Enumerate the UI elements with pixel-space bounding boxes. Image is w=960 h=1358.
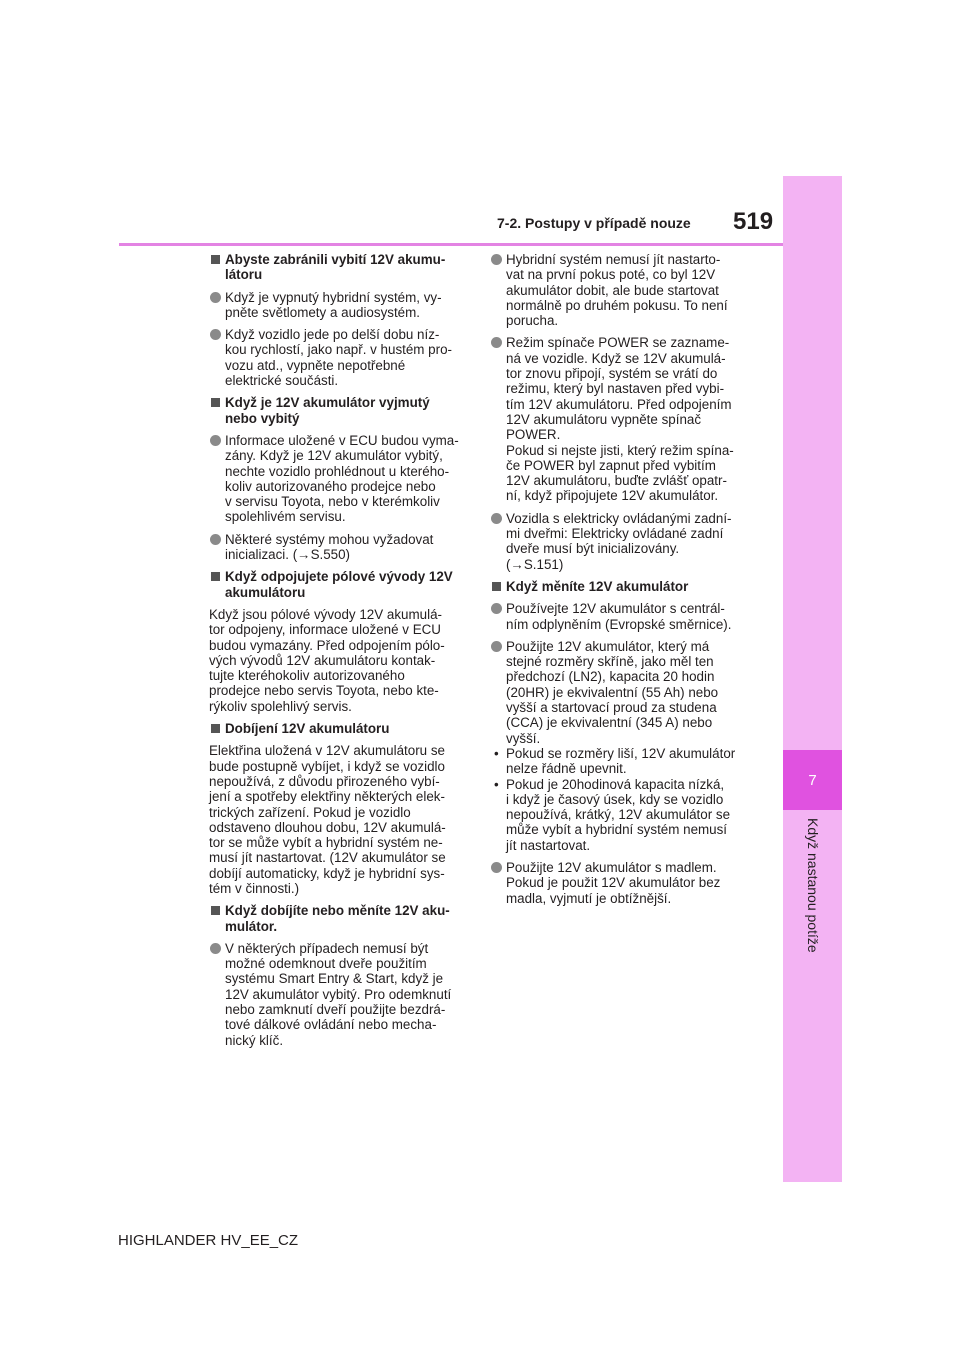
page-number: 519 [733, 208, 774, 235]
sub-bullet-item [490, 777, 760, 853]
text-line: jít nastartovat. [506, 837, 591, 853]
paragraph [209, 743, 471, 896]
text-line: V některých případech nemusí být [225, 940, 429, 956]
text-line: systému Smart Entry & Start, když je [225, 971, 444, 987]
text-line: vyšší. [506, 730, 541, 746]
section-heading [209, 721, 471, 736]
text-line: Režim spínače POWER se zazname- [506, 335, 730, 351]
text-line: vých vývodů 12V akumulátoru kontak- [209, 652, 436, 668]
paragraph [209, 607, 471, 714]
bullet-item [209, 327, 471, 388]
sub-bullet-item [490, 746, 760, 777]
text-line: trických zařízení. Pokud je vozidlo [209, 804, 411, 820]
text-line: Pokud si nejste jisti, který režim spína- [506, 442, 734, 458]
text-line: Informace uložené v ECU budou vyma- [225, 432, 459, 448]
text-line: Když vozidlo jede po delší dobu níz- [225, 327, 440, 343]
bullet-item [490, 860, 760, 906]
text-line: látoru [225, 267, 263, 283]
text-line: nepoužívá, z důvodu přirozeného vybí- [209, 773, 440, 789]
text-line: stejné rozměry skříně, jako měl ten [506, 654, 714, 670]
chapter-label-tab [783, 818, 842, 1008]
text-line: Když jsou pólové vývody 12V akumulá- [209, 606, 442, 622]
text-line: Když měníte 12V akumulátor [506, 578, 689, 594]
text-line: Abyste zabránili vybití 12V akumu- [225, 252, 446, 267]
text-line: tor znovu připojí, systém se vrátí do [506, 366, 718, 382]
left-column [209, 252, 471, 1055]
text-line: akumulátor dobit, ale bude startovat [506, 282, 719, 298]
section-heading [209, 569, 471, 600]
text-line: Když je 12V akumulátor vyjmutý [225, 395, 430, 411]
text-line: kou rychlostí, jako např. v hustém pro- [225, 342, 452, 358]
text-line: nelze řádně upevnit. [506, 761, 627, 777]
section-title: 7-2. Postupy v případě nouze [497, 215, 691, 231]
text-line: (20HR) je ekvivalentní (55 Ah) nebo [506, 684, 719, 700]
text-line: možné odemknout dveře použitím [225, 956, 427, 972]
text-line: koliv autorizovaného prodejce nebo [225, 478, 436, 494]
bullet-item [209, 290, 471, 321]
text-line: ná ve vozidle. Když se 12V akumulá- [506, 350, 726, 366]
right-column [490, 252, 760, 913]
text-line: akumulátoru [225, 584, 306, 600]
text-line: 12V akumulátoru vypněte spínač [506, 411, 702, 427]
text-line: vat na první pokus poté, co byl 12V [506, 267, 716, 283]
text-line: odstaveno dlouhou dobu, 12V akumulá- [209, 819, 446, 835]
text-line: spolehlivém servisu. [225, 509, 346, 525]
text-line: ním odplyněním (Evropské směrnice). [506, 616, 732, 632]
text-line: může vybít a hybridní systém nemusí [506, 822, 728, 838]
section-heading [490, 579, 760, 594]
text-line: Používejte 12V akumulátor s centrál- [506, 601, 725, 617]
text-line: dobíjí automaticky, když je hybridní sys- [209, 865, 445, 881]
text-line: nický klíč. [225, 1032, 284, 1048]
bullet-item [490, 511, 760, 572]
text-line: Elektřina uložená v 12V akumulátoru se [209, 743, 445, 759]
text-line: jení a spotřeby elektřiny některých elek- [209, 789, 445, 805]
text-line: (→S.151) [506, 556, 564, 572]
text-line: tor se může vybít a hybridní systém ne- [209, 835, 443, 851]
bullet-item [490, 252, 760, 328]
side-tab-background [783, 176, 842, 809]
text-line: budou vymazány. Před odpojením pólo- [209, 637, 445, 653]
text-line: tor odpojeny, informace uložené v ECU [209, 622, 441, 638]
section-heading [209, 395, 471, 426]
text-line: tujte kteréhokoliv autorizovaného [209, 668, 405, 684]
text-line: porucha. [506, 313, 559, 329]
text-line: zány. Když je 12V akumulátor vybitý, [225, 448, 443, 464]
text-line: nepoužívá, krátký, 12V akumulátor se [506, 807, 731, 823]
text-line: tém v činnosti.) [209, 880, 300, 896]
text-line: 12V akumulátoru, buďte zvlášť opatr- [506, 473, 727, 489]
bullet-item [490, 601, 760, 632]
text-line: Použijte 12V akumulátor, který má [506, 638, 710, 654]
text-line: režimu, který byl nastaven před vybi- [506, 381, 725, 397]
text-line: mulátor. [225, 918, 278, 934]
bullet-item [490, 335, 760, 503]
text-line: předchozí (LN2), kapacita 20 hodin [506, 669, 715, 685]
bullet-item [209, 532, 471, 563]
text-line: • Pokud se rozměry liší, 12V akumulátor [506, 745, 736, 761]
text-line: i když je časový úsek, kdy se vozidlo [506, 791, 724, 807]
text-line: normálně po druhém pokusu. To není [506, 297, 728, 313]
text-line: Některé systémy mohou vyžadovat [225, 531, 434, 547]
bullet-item [490, 639, 760, 746]
text-line: Když je vypnutý hybridní systém, vy- [225, 289, 442, 305]
text-line: v servisu Toyota, nebo v kterémkoliv [225, 494, 440, 510]
footer-model-code: HIGHLANDER HV_EE_CZ [118, 1232, 299, 1249]
chapter-number-tab[interactable] [783, 750, 842, 810]
bullet-item [209, 941, 471, 1048]
text-line: Dobíjení 12V akumulátoru [225, 721, 390, 737]
text-line: Když odpojujete pólové vývody 12V [225, 569, 453, 585]
text-line: Hybridní systém nemusí jít nastarto- [506, 252, 721, 267]
text-line: Pokud je použit 12V akumulátor bez [506, 875, 721, 891]
text-line: bude postupně vybíjet, i když se vozidlo [209, 758, 445, 774]
chapter-number: 7 [808, 772, 817, 789]
text-line: vyšší a startovací proud za studena [506, 700, 717, 716]
text-line: inicializaci. (→S.550) [225, 547, 351, 563]
section-heading [209, 252, 471, 283]
text-line: tové dálkové ovládání nebo mecha- [225, 1017, 437, 1033]
header-rule [119, 243, 783, 246]
text-line: rýkoliv spolehlivý servis. [209, 698, 352, 714]
text-line: dveře musí být inicializovány. [506, 541, 680, 557]
text-line: • Pokud je 20hodinová kapacita nízká, [506, 776, 725, 792]
text-line: nechte vozidlo prohlédnout u kterého- [225, 463, 450, 479]
text-line: tím 12V akumulátoru. Před odpojením [506, 396, 732, 412]
text-line: mi dveřmi: Elektricky ovládané zadní [506, 526, 724, 542]
text-line: Když dobíjíte nebo měníte 12V aku- [225, 903, 450, 919]
bullet-item [209, 433, 471, 525]
text-line: Vozidla s elektricky ovládanými zadní- [506, 510, 732, 526]
text-line: če POWER byl zapnut před vybitím [506, 457, 716, 473]
text-line: ní, když připojujete 12V akumulátor. [506, 488, 719, 504]
text-line: elektrické součásti. [225, 373, 339, 389]
text-line: nebo vybitý [225, 410, 300, 426]
text-line: (CCA) je ekvivalentní (345 A) nebo [506, 715, 713, 731]
text-line: madla, vyjmutí je obtížnější. [506, 890, 672, 906]
chapter-label: Když nastanou potíže [804, 818, 821, 953]
text-line: Použijte 12V akumulátor s madlem. [506, 859, 717, 875]
section-heading [209, 903, 471, 934]
text-line: 12V akumulátor vybitý. Pro odemknutí [225, 986, 452, 1002]
text-line: vozu atd., vypněte nepotřebné [225, 357, 406, 373]
text-line: musí jít nastartovat. (12V akumulátor se [209, 850, 446, 866]
text-line: prodejce nebo servis Toyota, nebo kte- [209, 683, 439, 699]
text-line: pněte světlomety a audiosystém. [225, 304, 421, 320]
text-line: POWER. [506, 427, 561, 443]
text-line: nebo zamknutí dveří použijte bezdrá- [225, 1002, 446, 1018]
